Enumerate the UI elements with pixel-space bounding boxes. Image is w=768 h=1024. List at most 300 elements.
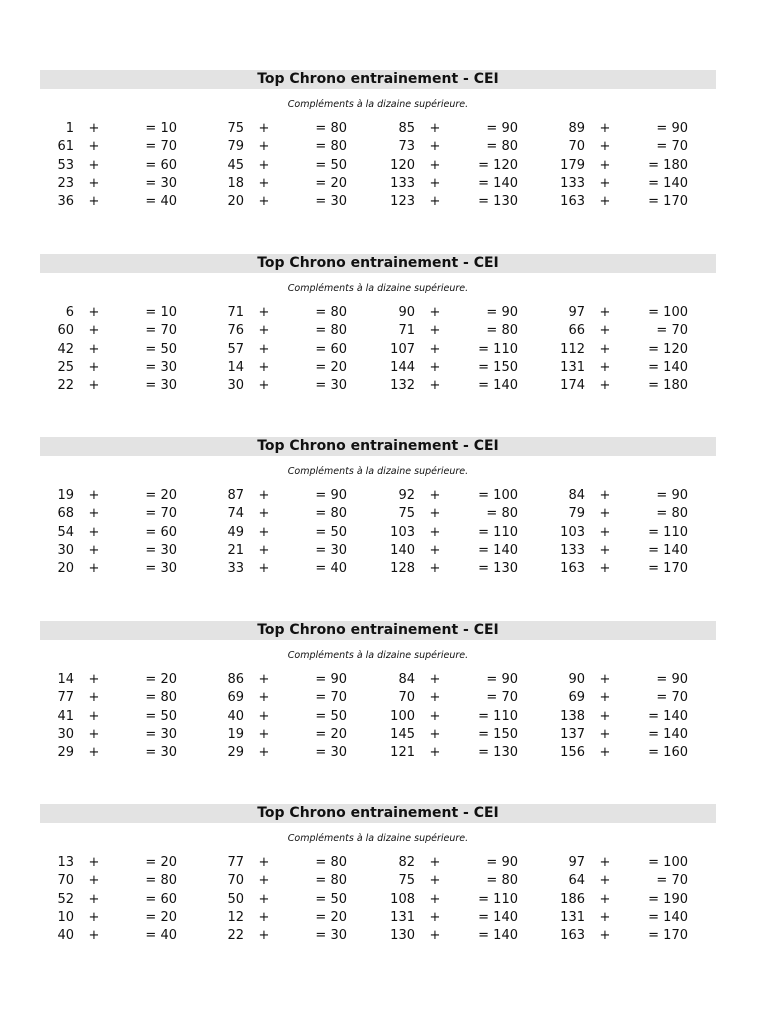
plus-sign: +: [599, 121, 611, 136]
plus-sign: +: [258, 121, 270, 136]
target-result: = 140: [648, 175, 688, 191]
target-result: = 100: [478, 488, 518, 503]
start-number: 121: [390, 745, 415, 761]
exercise-title: Top Chrono entrainement - CEI: [40, 804, 716, 823]
exercise-title: Top Chrono entrainement - CEI: [40, 437, 716, 456]
target-result: = 120: [478, 157, 518, 173]
plus-sign: +: [599, 139, 611, 155]
plus-sign: +: [88, 157, 100, 173]
plus-sign: +: [258, 524, 270, 540]
target-result: = 170: [648, 561, 688, 577]
exercise-block: [40, 70, 716, 212]
exercise-grid: [40, 671, 716, 763]
target-result: = 110: [478, 341, 518, 357]
start-number: 36: [57, 194, 74, 210]
exercise-title: Top Chrono entrainement - CEI: [40, 254, 716, 273]
target-result: = 40: [145, 194, 177, 210]
start-number: 79: [227, 139, 244, 155]
target-result: = 50: [145, 708, 177, 724]
exercise-row: [40, 872, 716, 890]
target-result: = 60: [145, 524, 177, 540]
target-result: = 30: [145, 542, 177, 558]
start-number: 25: [57, 359, 74, 375]
start-number: 163: [560, 194, 585, 210]
plus-sign: +: [429, 506, 441, 522]
start-number: 22: [227, 928, 244, 944]
exercise-row: [40, 671, 716, 689]
plus-sign: +: [258, 928, 270, 944]
start-number: 70: [227, 873, 244, 889]
target-result: = 90: [656, 672, 688, 687]
start-number: 1: [65, 121, 74, 136]
exercise-row: [40, 505, 716, 523]
plus-sign: +: [88, 175, 100, 191]
plus-sign: +: [88, 139, 100, 155]
start-number: 163: [560, 561, 585, 577]
target-result: = 110: [478, 891, 518, 907]
plus-sign: +: [258, 672, 270, 687]
start-number: 29: [227, 745, 244, 761]
exercise-row: [40, 891, 716, 909]
plus-sign: +: [429, 157, 441, 173]
plus-sign: +: [429, 873, 441, 889]
target-result: = 30: [315, 194, 347, 210]
target-result: = 70: [145, 323, 177, 339]
exercise-row: [40, 322, 716, 340]
exercise-subtitle: Compléments à la dizaine supérieure.: [287, 466, 469, 477]
start-number: 84: [398, 672, 415, 687]
target-result: = 90: [486, 121, 518, 136]
start-number: 82: [398, 855, 415, 870]
exercise-title: Top Chrono entrainement - CEI: [40, 70, 716, 89]
plus-sign: +: [599, 873, 611, 889]
plus-sign: +: [429, 891, 441, 907]
target-result: = 90: [315, 488, 347, 503]
plus-sign: +: [258, 745, 270, 761]
start-number: 133: [560, 175, 585, 191]
start-number: 49: [227, 524, 244, 540]
target-result: = 80: [486, 323, 518, 339]
plus-sign: +: [258, 194, 270, 210]
target-result: = 80: [315, 506, 347, 522]
plus-sign: +: [88, 488, 100, 503]
target-result: = 80: [656, 506, 688, 522]
exercise-row: [40, 157, 716, 175]
plus-sign: +: [599, 175, 611, 191]
plus-sign: +: [88, 928, 100, 944]
target-result: = 50: [145, 341, 177, 357]
plus-sign: +: [599, 855, 611, 870]
target-result: = 30: [315, 928, 347, 944]
start-number: 54: [57, 524, 74, 540]
target-result: = 80: [315, 139, 347, 155]
start-number: 69: [227, 690, 244, 706]
start-number: 89: [568, 121, 585, 136]
plus-sign: +: [429, 690, 441, 706]
target-result: = 170: [648, 928, 688, 944]
plus-sign: +: [429, 928, 441, 944]
target-result: = 30: [315, 745, 347, 761]
plus-sign: +: [258, 359, 270, 375]
start-number: 131: [560, 359, 585, 375]
target-result: = 80: [315, 305, 347, 320]
start-number: 75: [227, 121, 244, 136]
target-result: = 110: [478, 524, 518, 540]
start-number: 42: [57, 341, 74, 357]
exercise-row: [40, 524, 716, 542]
plus-sign: +: [258, 561, 270, 577]
plus-sign: +: [599, 909, 611, 925]
plus-sign: +: [258, 488, 270, 503]
exercise-block: [40, 621, 716, 763]
start-number: 30: [57, 542, 74, 558]
exercise-row: [40, 138, 716, 156]
plus-sign: +: [599, 157, 611, 173]
target-result: = 80: [315, 855, 347, 870]
plus-sign: +: [599, 359, 611, 375]
start-number: 90: [398, 305, 415, 320]
start-number: 10: [57, 909, 74, 925]
target-result: = 140: [478, 542, 518, 558]
exercise-row: [40, 487, 716, 505]
plus-sign: +: [599, 341, 611, 357]
target-result: = 60: [315, 341, 347, 357]
plus-sign: +: [429, 194, 441, 210]
target-result: = 140: [648, 708, 688, 724]
exercise-row: [40, 175, 716, 193]
start-number: 133: [390, 175, 415, 191]
start-number: 87: [227, 488, 244, 503]
start-number: 40: [57, 928, 74, 944]
exercise-subtitle: Compléments à la dizaine supérieure.: [287, 99, 469, 110]
start-number: 70: [568, 139, 585, 155]
exercise-block: [40, 804, 716, 946]
start-number: 131: [560, 909, 585, 925]
exercise-subtitle: Compléments à la dizaine supérieure.: [287, 283, 469, 294]
plus-sign: +: [599, 488, 611, 503]
start-number: 33: [227, 561, 244, 577]
exercise-row: [40, 708, 716, 726]
exercise-grid: [40, 304, 716, 396]
target-result: = 40: [145, 928, 177, 944]
target-result: = 20: [145, 855, 177, 870]
plus-sign: +: [258, 909, 270, 925]
plus-sign: +: [88, 726, 100, 742]
start-number: 14: [57, 672, 74, 687]
target-result: = 60: [145, 891, 177, 907]
start-number: 103: [390, 524, 415, 540]
plus-sign: +: [429, 542, 441, 558]
target-result: = 140: [478, 175, 518, 191]
target-result: = 80: [486, 139, 518, 155]
target-result: = 70: [315, 690, 347, 706]
target-result: = 50: [315, 891, 347, 907]
plus-sign: +: [429, 909, 441, 925]
start-number: 64: [568, 873, 585, 889]
plus-sign: +: [429, 341, 441, 357]
target-result: = 90: [486, 305, 518, 320]
plus-sign: +: [88, 194, 100, 210]
start-number: 76: [227, 323, 244, 339]
start-number: 50: [227, 891, 244, 907]
target-result: = 140: [648, 909, 688, 925]
target-result: = 20: [315, 359, 347, 375]
plus-sign: +: [599, 672, 611, 687]
plus-sign: +: [88, 359, 100, 375]
start-number: 70: [398, 690, 415, 706]
start-number: 156: [560, 745, 585, 761]
target-result: = 10: [145, 305, 177, 320]
target-result: = 110: [478, 708, 518, 724]
target-result: = 80: [315, 121, 347, 136]
start-number: 22: [57, 378, 74, 394]
plus-sign: +: [88, 524, 100, 540]
start-number: 13: [57, 855, 74, 870]
exercise-block: [40, 254, 716, 396]
plus-sign: +: [88, 690, 100, 706]
start-number: 77: [227, 855, 244, 870]
start-number: 86: [227, 672, 244, 687]
start-number: 120: [390, 157, 415, 173]
plus-sign: +: [599, 524, 611, 540]
plus-sign: +: [599, 506, 611, 522]
target-result: = 30: [145, 561, 177, 577]
start-number: 90: [568, 672, 585, 687]
exercise-row: [40, 560, 716, 578]
target-result: = 140: [478, 378, 518, 394]
target-result: = 140: [478, 928, 518, 944]
exercise-row: [40, 304, 716, 322]
target-result: = 80: [315, 323, 347, 339]
start-number: 66: [568, 323, 585, 339]
start-number: 112: [560, 341, 585, 357]
exercise-row: [40, 909, 716, 927]
start-number: 186: [560, 891, 585, 907]
start-number: 71: [398, 323, 415, 339]
plus-sign: +: [88, 542, 100, 558]
plus-sign: +: [88, 323, 100, 339]
plus-sign: +: [599, 690, 611, 706]
target-result: = 140: [648, 359, 688, 375]
target-result: = 20: [145, 672, 177, 687]
plus-sign: +: [258, 323, 270, 339]
plus-sign: +: [258, 855, 270, 870]
start-number: 68: [57, 506, 74, 522]
target-result: = 50: [315, 157, 347, 173]
exercise-row: [40, 359, 716, 377]
target-result: = 150: [478, 359, 518, 375]
start-number: 97: [568, 305, 585, 320]
start-number: 103: [560, 524, 585, 540]
target-result: = 160: [648, 745, 688, 761]
start-number: 61: [57, 139, 74, 155]
exercise-grid: [40, 854, 716, 946]
start-number: 174: [560, 378, 585, 394]
target-result: = 100: [648, 855, 688, 870]
exercise-subtitle: Compléments à la dizaine supérieure.: [287, 650, 469, 661]
target-result: = 70: [145, 506, 177, 522]
plus-sign: +: [429, 378, 441, 394]
exercise-row: [40, 120, 716, 138]
start-number: 30: [227, 378, 244, 394]
target-result: = 30: [145, 726, 177, 742]
start-number: 107: [390, 341, 415, 357]
target-result: = 90: [656, 121, 688, 136]
start-number: 128: [390, 561, 415, 577]
start-number: 130: [390, 928, 415, 944]
plus-sign: +: [599, 323, 611, 339]
start-number: 70: [57, 873, 74, 889]
plus-sign: +: [258, 708, 270, 724]
plus-sign: +: [429, 323, 441, 339]
target-result: = 20: [315, 175, 347, 191]
target-result: = 70: [656, 139, 688, 155]
plus-sign: +: [258, 175, 270, 191]
target-result: = 10: [145, 121, 177, 136]
plus-sign: +: [429, 139, 441, 155]
start-number: 85: [398, 121, 415, 136]
exercise-block: [40, 437, 716, 579]
plus-sign: +: [88, 506, 100, 522]
target-result: = 20: [145, 488, 177, 503]
start-number: 140: [390, 542, 415, 558]
plus-sign: +: [258, 139, 270, 155]
plus-sign: +: [88, 305, 100, 320]
plus-sign: +: [88, 873, 100, 889]
plus-sign: +: [88, 745, 100, 761]
start-number: 92: [398, 488, 415, 503]
target-result: = 50: [315, 708, 347, 724]
start-number: 84: [568, 488, 585, 503]
plus-sign: +: [599, 726, 611, 742]
target-result: = 60: [145, 157, 177, 173]
target-result: = 30: [145, 175, 177, 191]
start-number: 179: [560, 157, 585, 173]
start-number: 132: [390, 378, 415, 394]
target-result: = 170: [648, 194, 688, 210]
plus-sign: +: [258, 341, 270, 357]
plus-sign: +: [88, 891, 100, 907]
target-result: = 20: [315, 726, 347, 742]
start-number: 145: [390, 726, 415, 742]
target-result: = 30: [145, 378, 177, 394]
start-number: 20: [227, 194, 244, 210]
start-number: 6: [65, 305, 74, 320]
start-number: 75: [398, 506, 415, 522]
start-number: 60: [57, 323, 74, 339]
start-number: 12: [227, 909, 244, 925]
target-result: = 50: [315, 524, 347, 540]
start-number: 57: [227, 341, 244, 357]
exercise-grid: [40, 487, 716, 579]
start-number: 40: [227, 708, 244, 724]
plus-sign: +: [599, 542, 611, 558]
target-result: = 140: [648, 726, 688, 742]
plus-sign: +: [429, 855, 441, 870]
start-number: 23: [57, 175, 74, 191]
exercise-row: [40, 927, 716, 945]
plus-sign: +: [599, 891, 611, 907]
target-result: = 120: [648, 341, 688, 357]
plus-sign: +: [88, 561, 100, 577]
plus-sign: +: [258, 542, 270, 558]
plus-sign: +: [429, 175, 441, 191]
target-result: = 80: [315, 873, 347, 889]
target-result: = 100: [648, 305, 688, 320]
target-result: = 90: [656, 488, 688, 503]
plus-sign: +: [429, 305, 441, 320]
start-number: 73: [398, 139, 415, 155]
target-result: = 70: [486, 690, 518, 706]
exercise-row: [40, 341, 716, 359]
start-number: 133: [560, 542, 585, 558]
start-number: 137: [560, 726, 585, 742]
target-result: = 30: [315, 378, 347, 394]
start-number: 163: [560, 928, 585, 944]
plus-sign: +: [599, 194, 611, 210]
target-result: = 40: [315, 561, 347, 577]
plus-sign: +: [599, 305, 611, 320]
plus-sign: +: [88, 121, 100, 136]
start-number: 71: [227, 305, 244, 320]
target-result: = 80: [145, 873, 177, 889]
start-number: 123: [390, 194, 415, 210]
target-result: = 190: [648, 891, 688, 907]
start-number: 21: [227, 542, 244, 558]
exercise-grid: [40, 120, 716, 212]
exercise-row: [40, 542, 716, 560]
start-number: 18: [227, 175, 244, 191]
target-result: = 150: [478, 726, 518, 742]
target-result: = 180: [648, 157, 688, 173]
target-result: = 180: [648, 378, 688, 394]
plus-sign: +: [429, 488, 441, 503]
plus-sign: +: [429, 708, 441, 724]
start-number: 77: [57, 690, 74, 706]
plus-sign: +: [258, 157, 270, 173]
exercise-row: [40, 377, 716, 395]
plus-sign: +: [88, 341, 100, 357]
exercise-row: [40, 854, 716, 872]
plus-sign: +: [429, 672, 441, 687]
start-number: 144: [390, 359, 415, 375]
target-result: = 20: [145, 909, 177, 925]
plus-sign: +: [88, 672, 100, 687]
exercise-title: Top Chrono entrainement - CEI: [40, 621, 716, 640]
target-result: = 70: [145, 139, 177, 155]
start-number: 14: [227, 359, 244, 375]
plus-sign: +: [599, 708, 611, 724]
start-number: 74: [227, 506, 244, 522]
plus-sign: +: [258, 378, 270, 394]
target-result: = 130: [478, 745, 518, 761]
start-number: 19: [227, 726, 244, 742]
plus-sign: +: [258, 506, 270, 522]
exercise-row: [40, 726, 716, 744]
target-result: = 130: [478, 561, 518, 577]
plus-sign: +: [429, 359, 441, 375]
plus-sign: +: [599, 745, 611, 761]
plus-sign: +: [258, 726, 270, 742]
start-number: 97: [568, 855, 585, 870]
plus-sign: +: [258, 873, 270, 889]
plus-sign: +: [88, 378, 100, 394]
start-number: 53: [57, 157, 74, 173]
start-number: 100: [390, 708, 415, 724]
plus-sign: +: [429, 121, 441, 136]
exercise-row: [40, 744, 716, 762]
target-result: = 30: [315, 542, 347, 558]
